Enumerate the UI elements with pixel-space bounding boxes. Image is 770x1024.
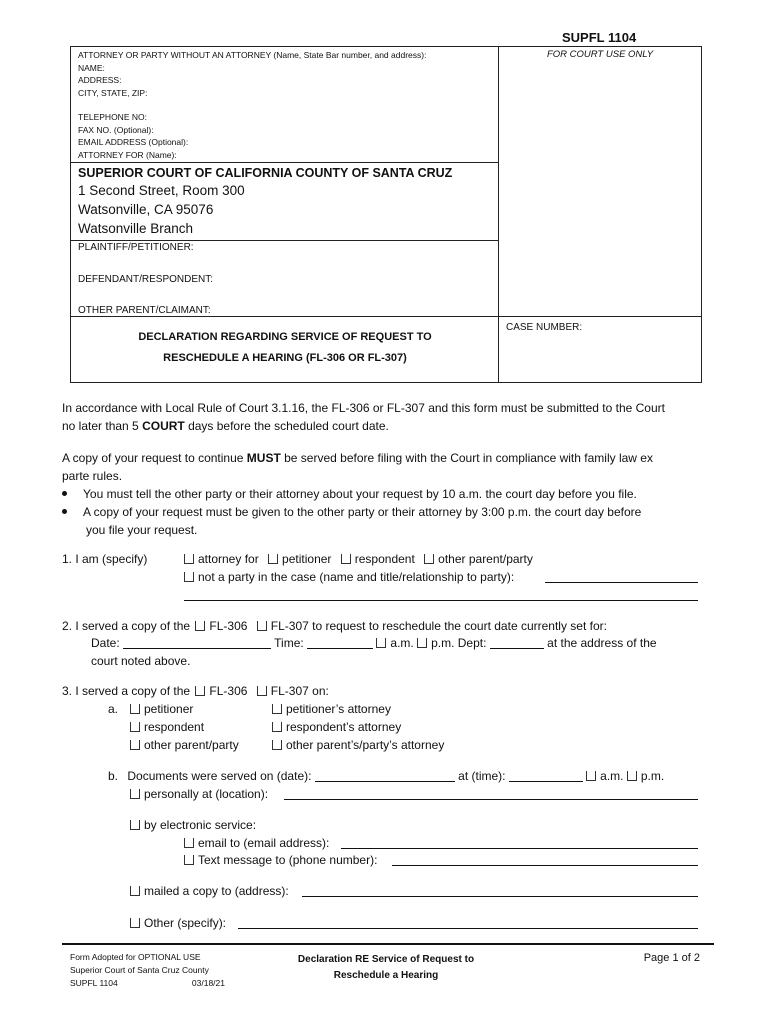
- form-title-line-1: DECLARATION REGARDING SERVICE OF REQUEST TO: [138, 331, 432, 343]
- served-pet-attorney-checkbox[interactable]: [272, 704, 282, 714]
- other-parent-checkbox[interactable]: [424, 554, 434, 564]
- footer-line-3-row: [70, 977, 225, 990]
- name-label: NAME:: [78, 62, 105, 73]
- intro-p1-text2: days before the scheduled court date.: [184, 419, 389, 433]
- email-row: [184, 834, 329, 852]
- bullet-1-text: You must tell the other party or their attorney about your request by 10 a.m. the court day before you file.: [83, 487, 637, 501]
- personally-text: personally at (location):: [144, 787, 269, 801]
- email-checkbox[interactable]: [184, 838, 194, 848]
- form-title-line-2: RESCHEDULE A HEARING (FL-306 OR FL-307): [163, 352, 407, 364]
- fax-label: FAX NO. (Optional):: [78, 124, 154, 135]
- date-field[interactable]: [123, 636, 271, 649]
- bullet-1: [62, 485, 722, 503]
- footer-left: [70, 951, 225, 990]
- item3-fl306-text: FL-306: [209, 684, 248, 698]
- bullet-icon: [62, 491, 67, 496]
- mailed-row: [130, 882, 289, 900]
- electronic-text: by electronic service:: [144, 818, 257, 832]
- caption-divider: [498, 46, 499, 382]
- caption-rule-1: [70, 162, 498, 163]
- item3-fl307-text: FL-307 on:: [270, 684, 329, 698]
- intro-p2-bold: MUST: [246, 451, 281, 465]
- item3-b-label: b.: [108, 769, 119, 783]
- dept-field[interactable]: [490, 636, 544, 649]
- served-am-text: a.m.: [600, 769, 624, 783]
- plaintiff-label: PLAINTIFF/PETITIONER:: [78, 242, 194, 253]
- item3-fl306-checkbox[interactable]: [195, 686, 205, 696]
- not-party-field-2[interactable]: [184, 600, 698, 601]
- form-number: SUPFL 1104: [562, 30, 637, 45]
- item3-a-label: a.: [108, 702, 119, 716]
- text-row: [184, 851, 377, 869]
- court-name: SUPERIOR COURT OF CALIFORNIA COUNTY OF SANTA CRUZ: [78, 166, 453, 180]
- fl306-text: FL-306: [209, 619, 248, 633]
- footer-center-1: Declaration RE Service of Request to: [297, 954, 475, 965]
- not-party-text: not a party in the case (name and title/relationship to party):: [198, 570, 515, 584]
- served-respondent-text: respondent: [144, 720, 205, 734]
- intro-p2-line1: [62, 449, 722, 467]
- other-specify-row: [130, 914, 226, 932]
- item2-row: [62, 617, 607, 635]
- electronic-checkbox[interactable]: [130, 820, 140, 830]
- court-address-1: 1 Second Street, Room 300: [78, 183, 245, 198]
- intro-paragraph-1: [62, 399, 722, 435]
- email-field[interactable]: [341, 848, 698, 849]
- footer-rule: [62, 943, 714, 945]
- intro-p1-text: no later than 5: [62, 419, 143, 433]
- item3-label: 3. I served a copy of the: [62, 684, 191, 698]
- item3-row: [62, 682, 329, 700]
- personally-row: [130, 785, 268, 803]
- court-noted-text: court noted above.: [91, 654, 191, 668]
- address-label: ADDRESS:: [78, 75, 122, 85]
- am-checkbox[interactable]: [376, 638, 386, 648]
- at-address-text: at the address of the: [547, 636, 657, 650]
- caption-rule-2: [70, 240, 498, 241]
- served-other-text: other parent/party: [144, 738, 239, 752]
- attorney-for-text: attorney for: [198, 552, 259, 566]
- intro-p2-text2: be served before filing with the Court in compliance with family law ex: [280, 451, 653, 465]
- item3-a-col1: [130, 700, 239, 754]
- am-text: a.m.: [390, 636, 414, 650]
- item3-fl307-checkbox[interactable]: [257, 686, 267, 696]
- intro-p2-text: A copy of your request to continue: [62, 451, 247, 465]
- intro-p2-line2: parte rules.: [62, 469, 123, 483]
- served-resp-attorney-text: respondent’s attorney: [286, 720, 402, 734]
- item1-label: 1. I am (specify): [62, 552, 148, 566]
- served-other-attorney-checkbox[interactable]: [272, 740, 282, 750]
- served-date-field[interactable]: [315, 769, 455, 782]
- bullet-icon: [62, 509, 67, 514]
- footer-center-2: Reschedule a Hearing: [333, 970, 439, 981]
- served-resp-attorney-checkbox[interactable]: [272, 722, 282, 732]
- docs-served-label: Documents were served on (date):: [127, 769, 312, 783]
- mailed-checkbox[interactable]: [130, 886, 140, 896]
- date-label: Date:: [91, 636, 120, 650]
- served-other-attorney-text: other parent’s/party’s attorney: [286, 738, 445, 752]
- personally-checkbox[interactable]: [130, 789, 140, 799]
- intro-p1-bold: COURT: [142, 419, 185, 433]
- email-label: EMAIL ADDRESS (Optional):: [78, 137, 189, 147]
- case-number-label: CASE NUMBER:: [506, 322, 583, 333]
- served-time-field[interactable]: [509, 769, 583, 782]
- petitioner-text: petitioner: [282, 552, 332, 566]
- telephone-label: TELEPHONE NO:: [78, 112, 147, 122]
- served-pm-checkbox[interactable]: [627, 771, 637, 781]
- court-address-3: Watsonville Branch: [78, 221, 194, 236]
- item3-b-row: [108, 767, 664, 785]
- served-respondent-checkbox[interactable]: [130, 722, 140, 732]
- page-number: Page 1 of 2: [643, 952, 700, 964]
- location-field[interactable]: [284, 799, 698, 800]
- text-message-checkbox[interactable]: [184, 855, 194, 865]
- time-label: Time:: [274, 636, 304, 650]
- city-label: CITY, STATE, ZIP:: [78, 87, 148, 98]
- served-pet-attorney-text: petitioner’s attorney: [286, 702, 391, 716]
- attorney-block: [78, 49, 426, 161]
- item2-label: 2. I served a copy of the: [62, 619, 191, 633]
- respondent-text: respondent: [354, 552, 415, 566]
- fl307-checkbox[interactable]: [257, 621, 267, 631]
- other-specify-text: Other (specify):: [144, 916, 227, 930]
- not-party-checkbox[interactable]: [184, 572, 194, 582]
- intro-paragraph-2: [62, 449, 722, 539]
- court-address-2: Watsonville, CA 95076: [78, 202, 214, 217]
- not-party-field[interactable]: [545, 582, 698, 583]
- other-parent-label: OTHER PARENT/CLAIMANT:: [78, 305, 211, 316]
- mailed-address-field[interactable]: [302, 896, 698, 897]
- item3-a-col2: [272, 700, 444, 754]
- fl306-checkbox[interactable]: [195, 621, 205, 631]
- item1-options: [184, 550, 533, 568]
- phone-field[interactable]: [392, 865, 698, 866]
- intro-p1-line2: [62, 417, 722, 435]
- footer-line-2: Superior Court of Santa Cruz County: [70, 965, 209, 975]
- bullet-2-text-cont: you file your request.: [86, 523, 198, 537]
- served-other-checkbox[interactable]: [130, 740, 140, 750]
- footer-center: [270, 952, 502, 984]
- attorney-for-checkbox[interactable]: [184, 554, 194, 564]
- intro-p1-line1: In accordance with Local Rule of Court 3.1.16, the FL-306 or FL-307 and this form must be submitted to the Court: [62, 401, 665, 415]
- time-field[interactable]: [307, 636, 373, 649]
- mailed-text: mailed a copy to (address):: [144, 884, 289, 898]
- respondent-checkbox[interactable]: [341, 554, 351, 564]
- attorney-label: ATTORNEY OR PARTY WITHOUT AN ATTORNEY (Name, State Bar number, and address):: [78, 50, 427, 60]
- other-parent-text: other parent/party: [438, 552, 533, 566]
- served-petitioner-text: petitioner: [144, 702, 194, 716]
- item2-date-row: [91, 634, 657, 652]
- defendant-label: DEFENDANT/RESPONDENT:: [78, 274, 214, 285]
- footer-line-3: SUPFL 1104: [70, 978, 118, 988]
- text-message-text: Text message to (phone number):: [198, 853, 378, 867]
- court-use-only: FOR COURT USE ONLY: [546, 49, 654, 60]
- attorney-for-label: ATTORNEY FOR (Name):: [78, 149, 177, 160]
- electronic-row: [130, 816, 256, 834]
- pm-checkbox[interactable]: [417, 638, 427, 648]
- bullet-2: [62, 503, 722, 521]
- footer-date: 03/18/21: [191, 978, 225, 988]
- pm-dept-text: p.m. Dept:: [431, 636, 487, 650]
- caption-rule-3: [70, 316, 701, 317]
- other-specify-field[interactable]: [238, 928, 698, 929]
- other-specify-checkbox[interactable]: [130, 918, 140, 928]
- at-time-label: at (time):: [458, 769, 506, 783]
- not-party-row: [184, 568, 514, 586]
- served-pm-text: p.m.: [640, 769, 665, 783]
- petitioner-checkbox[interactable]: [268, 554, 278, 564]
- bullet-2-text: A copy of your request must be given to the other party or their attorney by 3:00 p.m. the court day before: [83, 505, 642, 519]
- served-am-checkbox[interactable]: [586, 771, 596, 781]
- fl307-text: FL-307 to request to reschedule the court date currently set for:: [270, 619, 607, 633]
- email-text: email to (email address):: [198, 836, 330, 850]
- served-petitioner-checkbox[interactable]: [130, 704, 140, 714]
- footer-line-1: Form Adopted for OPTIONAL USE: [70, 952, 201, 962]
